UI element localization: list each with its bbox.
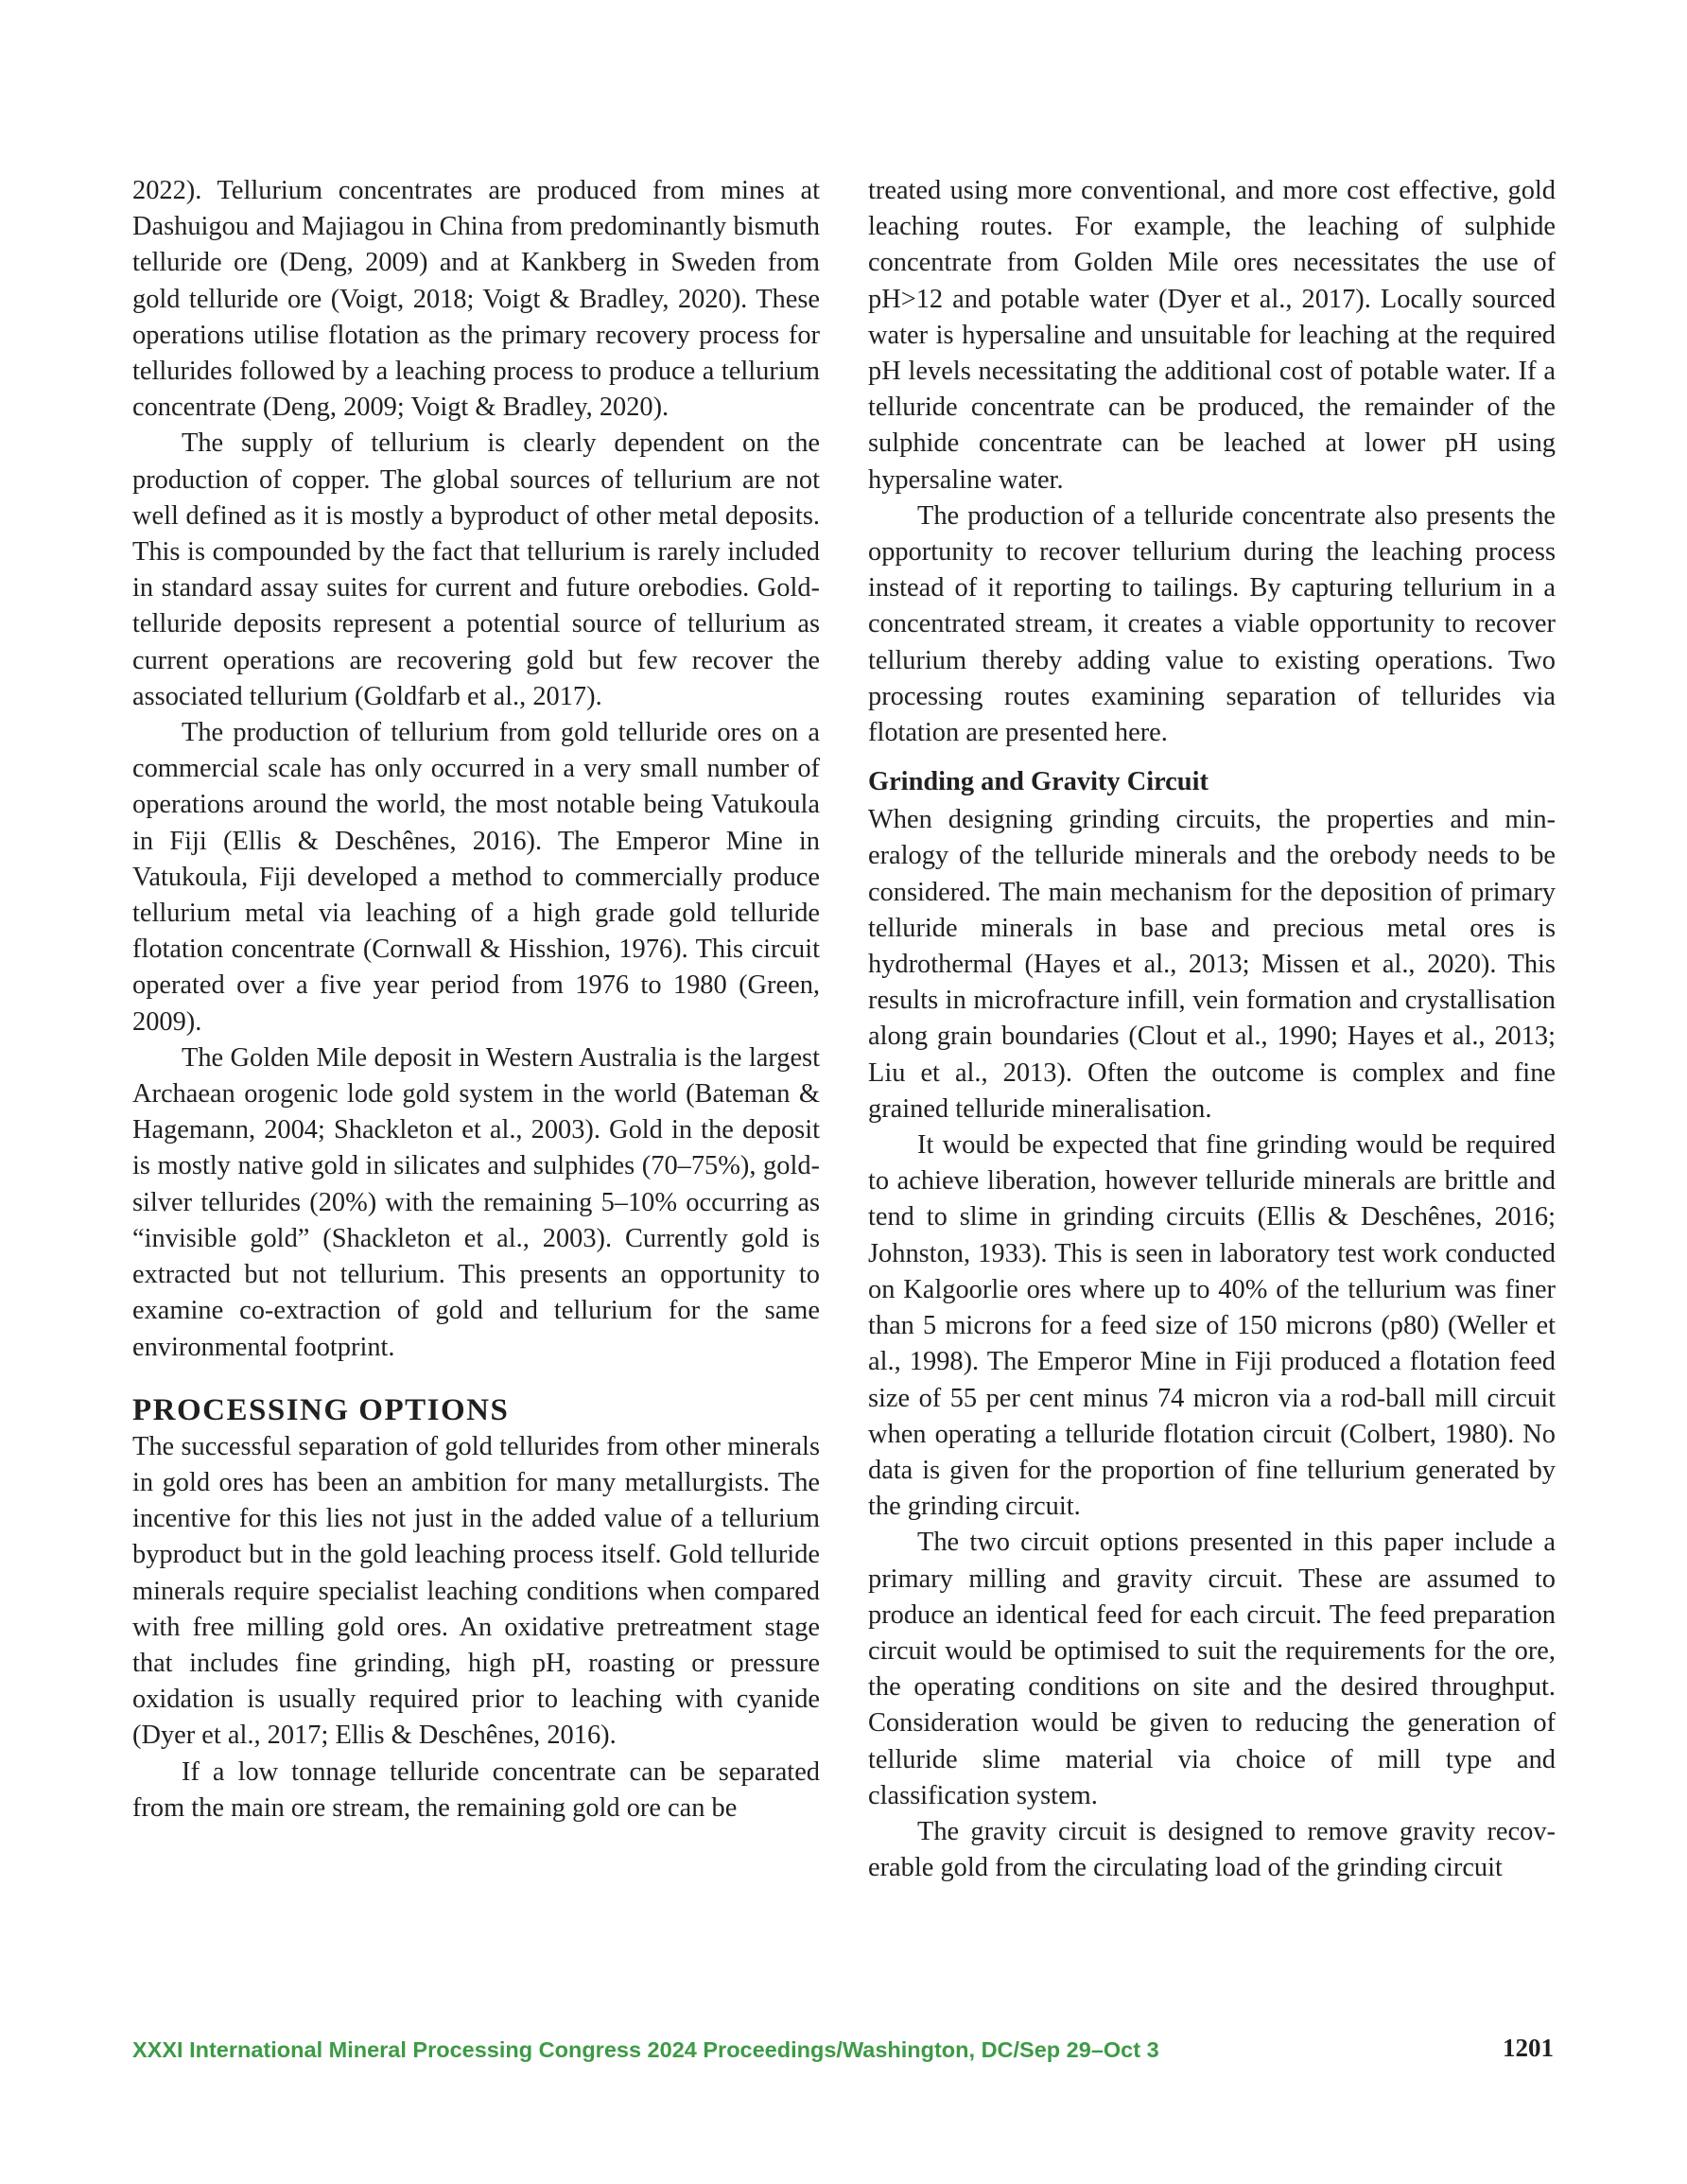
body-paragraph: 2022). Tellurium concentrates are produced from mines at Dashuigou and Majiagou in China from predominantly bismuth telluride ore (Deng, 2009) and at Kankberg in Sweden from gold telluride ore (Voigt, 2018; Voigt & Bradley, 2020). These operations utilise flotation as the primary recovery process for tellurides followed by a leaching process to produce a tellurium concentrate (Deng, 2009; Voigt & Bradley, 2020). (132, 176, 820, 423)
body-paragraph: When designing grinding circuits, the properties and mineralogy of the telluride minerals and the orebody needs to be considered. The main mechanism for the deposition of primary telluride minerals in base and precious metal ores is hydrothermal (Hayes et al., 2013; Missen et al., 2020). This results in microfracture infill, vein formation and crystallisation along grain boundaries (Clout et al., 1990; Hayes et al., 2013; Liu et al., 2013). Often the outcome is complex and fine grained telluride mineralisation. (868, 805, 1556, 1124)
body-paragraph: It would be expected that fine grinding would be required to achieve liberation, however telluride minerals are brittle and tend to slime in grinding circuits (Ellis & Deschênes, 2016; Johnston, 1933). This is seen in laboratory test work conducted on Kalgoorlie ores where up to 40% of the tellurium was finer than 5 microns for a feed size of 150 microns (p80) (Weller et al., 1998). The Emperor Mine in Fiji produced a flotation feed size of 55 per cent minus 74 micron via a rod-ball mill circuit when operating a telluride flotation circuit (Colbert, 1980). No data is given for the proportion of fine tellurium generated by the grinding circuit. (868, 1130, 1556, 1522)
section-heading: PROCESSING OPTIONS (132, 1392, 510, 1427)
body-paragraph: The supply of tellurium is clearly dependent on the production of copper. The global sources of tellurium are not well defined as it is mostly a byproduct of other metal deposits. This is compounded by the fact that tellurium is rarely included in standard assay suites for current and future orebodies. Gold-telluride deposits represent a potential source of tellurium as current operations are recovering gold but few recover the associated tellurium (Goldfarb et al., 2017). (132, 428, 820, 711)
subsection-heading: Grinding and Gravity Circuit (868, 767, 1209, 797)
right-column (868, 173, 1556, 1886)
body-paragraph: The two circuit options presented in this paper include a primary milling and gravity circuit. These are assumed to produce an identical feed for each circuit. The feed preparation circuit would be optimised to suit the requirements for the ore, the operating conditions on site and the desired throughput. Consideration would be given to reducing the generation of telluride slime material via choice of mill type and classification system. (868, 1528, 1556, 1810)
body-paragraph: If a low tonnage telluride concentrate can be separated from the main ore stream, the remaining gold ore can be (132, 1756, 820, 1823)
body-paragraph: The successful separation of gold tellurides from other minerals in gold ores has been an ambition for many metallurgists. The incentive for this lies not just in the added value of a tellurium byproduct but in the gold leaching process itself. Gold telluride minerals require specialist leaching conditions when compared with free milling gold ores. An oxidative pretreatment stage that includes fine grinding, high pH, roasting or pressure oxidation is usually required prior to leaching with cyanide (Dyer et al., 2017; Ellis & Deschênes, 2016). (132, 1431, 820, 1751)
body-paragraph: treated using more conventional, and more cost effective, gold leaching routes. For example, the leaching of sulphide concentrate from Golden Mile ores necessitates the use of pH>12 and potable water (Dyer et al., 2017). Locally sourced water is hypersaline and unsuitable for leaching at the required pH levels necessitating the additional cost of potable water. If a telluride concentrate can be produced, the remainder of the sulphide concentrate can be leached at lower pH using hypersaline water. (868, 176, 1556, 495)
page-number: 1201 (1503, 2034, 1554, 2062)
footer-proceedings: XXXI International Mineral Processing Congress 2024 Proceedings/Washington, DC/Sep 29–Oct 3 (132, 2037, 1159, 2062)
body-paragraph: The production of a telluride concentrate also presents the opportunity to recover tellurium during the leaching process instead of it reporting to tailings. By capturing tellurium in a concentrated stream, it creates a viable opportunity to recover tellurium thereby adding value to existing operations. Two processing routes examining separation of tellurides via flotation are presented here. (868, 500, 1556, 748)
left-column (132, 173, 820, 1826)
body-paragraph: The Golden Mile deposit in Western Australia is the largest Archaean orogenic lode gold system in the world (Bateman & Hagemann, 2004; Shackleton et al., 2003). Gold in the deposit is mostly native gold in silicates and sulphides (70–75%), gold-silver tellurides (20%) with the remaining 5–10% occurring as “invisible gold” (Shackleton et al., 2003). Currently gold is extracted but not tellurium. This presents an opportunity to examine co-extraction of gold and tellurium for the same environmental footprint. (132, 1042, 820, 1362)
body-paragraph: The production of tellurium from gold telluride ores on a commercial scale has only occurred in a very small number of operations around the world, the most notable being Vatukoula in Fiji (Ellis & Deschênes, 2016). The Emperor Mine in Vatukoula, Fiji developed a method to commercially produce tellurium metal via leaching of a high grade gold telluride flotation concentrate (Cornwall & Hisshion, 1976). This circuit operated over a five year period from 1976 to 1980 (Green, 2009). (132, 718, 820, 1037)
body-paragraph: The gravity circuit is designed to remove gravity recoverable gold from the circulating load of the grinding circuit (868, 1816, 1556, 1883)
